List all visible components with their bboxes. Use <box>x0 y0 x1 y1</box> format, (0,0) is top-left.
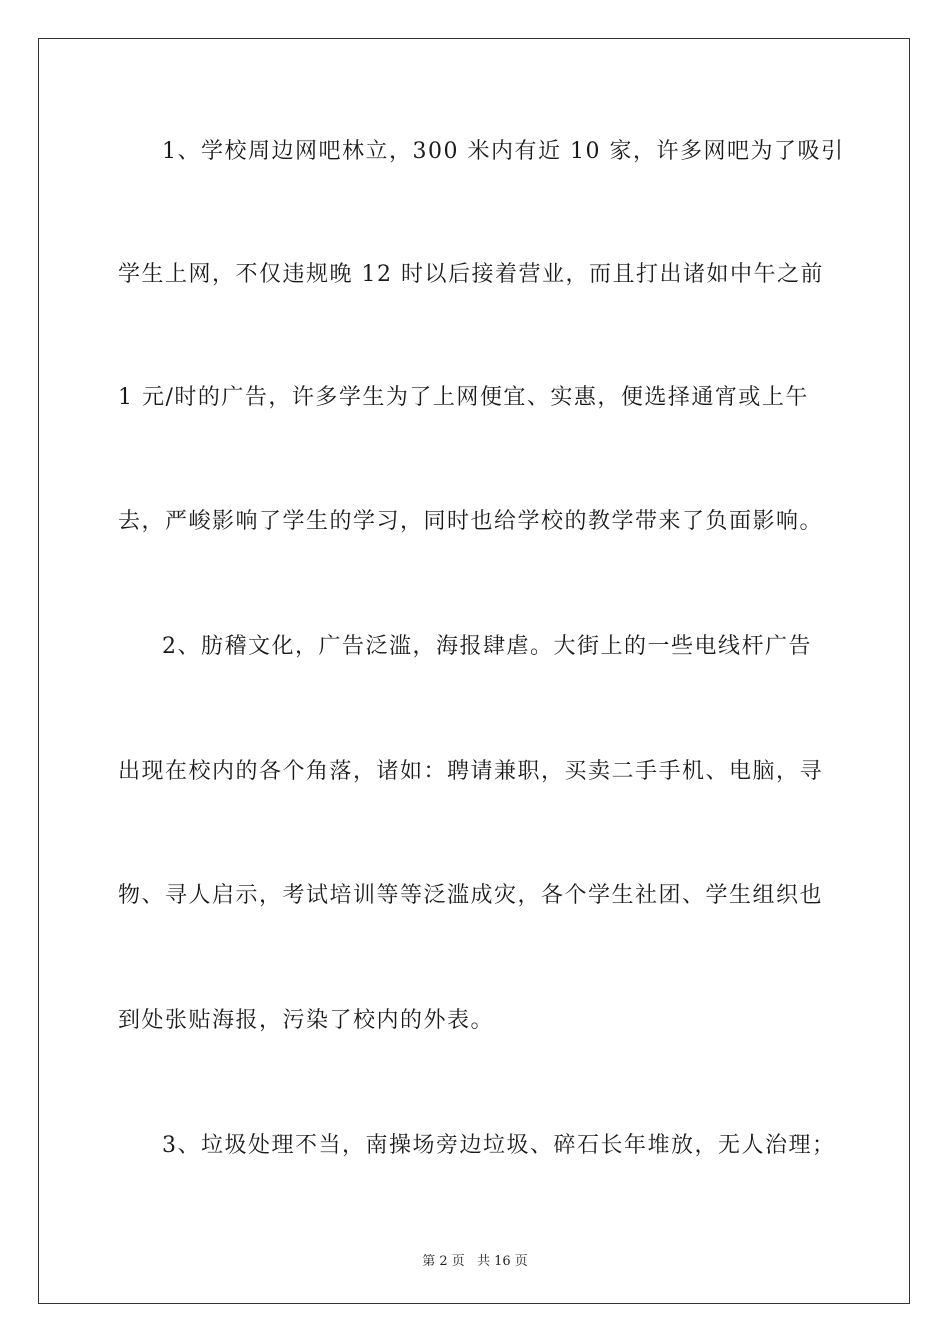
paragraph-1-line-2: 学生上网，不仅违规晚 12 时以后接着营业，而且打出诸如中午之前 <box>118 262 824 287</box>
paragraph-3-line-1: 3、垃圾处理不当，南操场旁边垃圾、碎石长年堆放，无人治理； <box>162 1133 836 1158</box>
paragraph-2-line-4: 到处张贴海报，污染了校内的外表。 <box>118 1008 495 1033</box>
paragraph-2-line-2: 出现在校内的各个角落，诸如：聘请兼职，买卖二手手机、电脑，寻 <box>118 759 824 784</box>
paragraph-1-line-4: 去，严峻影响了学生的学习，同时也给学校的教学带来了负面影响。 <box>118 509 824 534</box>
paragraph-2-line-3: 物、寻人启示，考试培训等等泛滥成灾，各个学生社团、学生组织也 <box>118 883 824 908</box>
paragraph-2-line-1: 2、肪稽文化，广告泛滥，海报肆虐。大街上的一些电线杆广告 <box>162 634 812 659</box>
paragraph-1-line-1: 1、学校周边网吧林立，300 米内有近 10 家，许多网吧为了吸引 <box>162 139 845 164</box>
page-footer <box>0 1250 950 1269</box>
total-pages: 共 16 页 <box>476 1254 528 1269</box>
paragraph-1-line-3: 1 元/时的广告，许多学生为了上网便宜、实惠，便选择通宵或上午 <box>118 385 809 410</box>
page-number: 第 2 页 <box>422 1254 465 1269</box>
page-border <box>38 38 910 1304</box>
